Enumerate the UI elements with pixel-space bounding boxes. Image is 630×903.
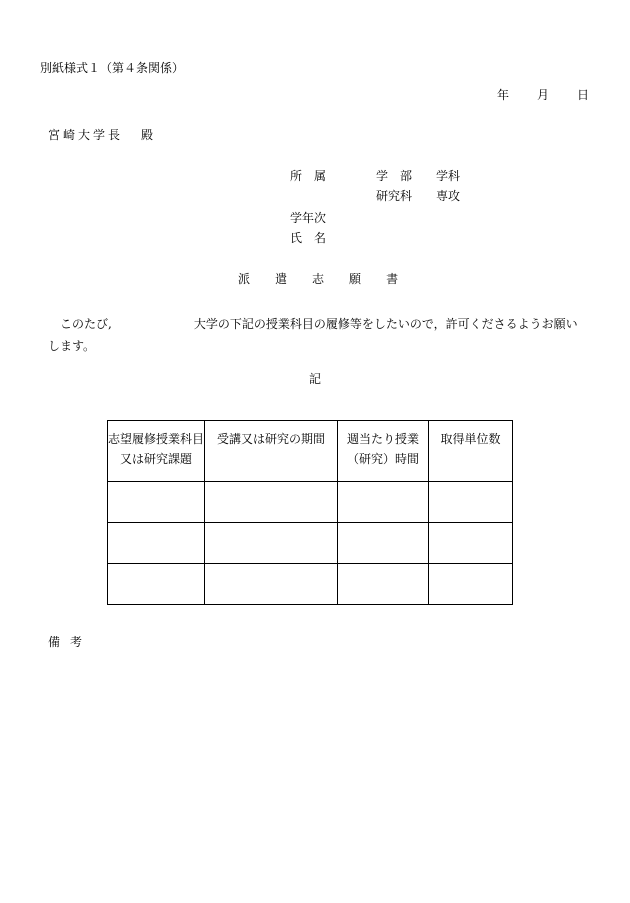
title-char: 書 [386,272,399,286]
table-cell[interactable] [429,523,513,564]
header-credits: 取得単位数 [429,421,513,482]
table-row [108,564,513,605]
request-paragraph [48,313,588,357]
table-cell[interactable] [338,564,429,605]
title-char: 遣 [275,272,288,286]
table-cell[interactable] [108,523,205,564]
affiliation-graduate-line: 研究科 専攻 [376,189,461,203]
table-cell[interactable] [429,482,513,523]
date-line [497,89,589,101]
date-year-label: 年 [497,88,510,102]
title-char: 派 [238,272,251,286]
ki-heading: 記 [309,372,322,386]
header-course: 志望履修授業科目又は研究課題 [108,421,205,482]
date-day-label: 日 [577,88,590,102]
form-identifier: 別紙様式１（第４条関係） [40,61,185,75]
addressee-name: 宮崎大学長 [48,128,124,142]
table-cell[interactable] [108,564,205,605]
table-cell[interactable] [205,564,338,605]
table-row [108,482,513,523]
table-cell[interactable] [205,523,338,564]
course-table [107,420,513,605]
affiliation-faculty-line: 学 部 学科 [376,169,461,183]
header-weekly-hours: 週当たり授業（研究）時間 [338,421,429,482]
name-label: 氏 名 [290,231,327,245]
addressee [48,129,156,141]
title-char: 願 [349,272,362,286]
addressee-honorific: 殿 [141,128,157,142]
body-part1: このたび, [60,317,112,331]
table-cell[interactable] [108,482,205,523]
table-cell[interactable] [205,482,338,523]
body-part2: 大学の下記の授業科目の履修等をしたいので，許可くださるようお願いします。 [48,317,578,353]
document-title [238,273,398,285]
affiliation-label: 所 属 [290,169,327,183]
header-period: 受講又は研究の期間 [205,421,338,482]
date-month-label: 月 [537,88,550,102]
table-row [108,523,513,564]
table-cell[interactable] [429,564,513,605]
title-char: 志 [312,272,325,286]
table-header-row [108,421,513,482]
year-label: 学年次 [290,211,327,225]
remarks-label: 備考 [48,635,93,649]
table-cell[interactable] [338,482,429,523]
table-cell[interactable] [338,523,429,564]
